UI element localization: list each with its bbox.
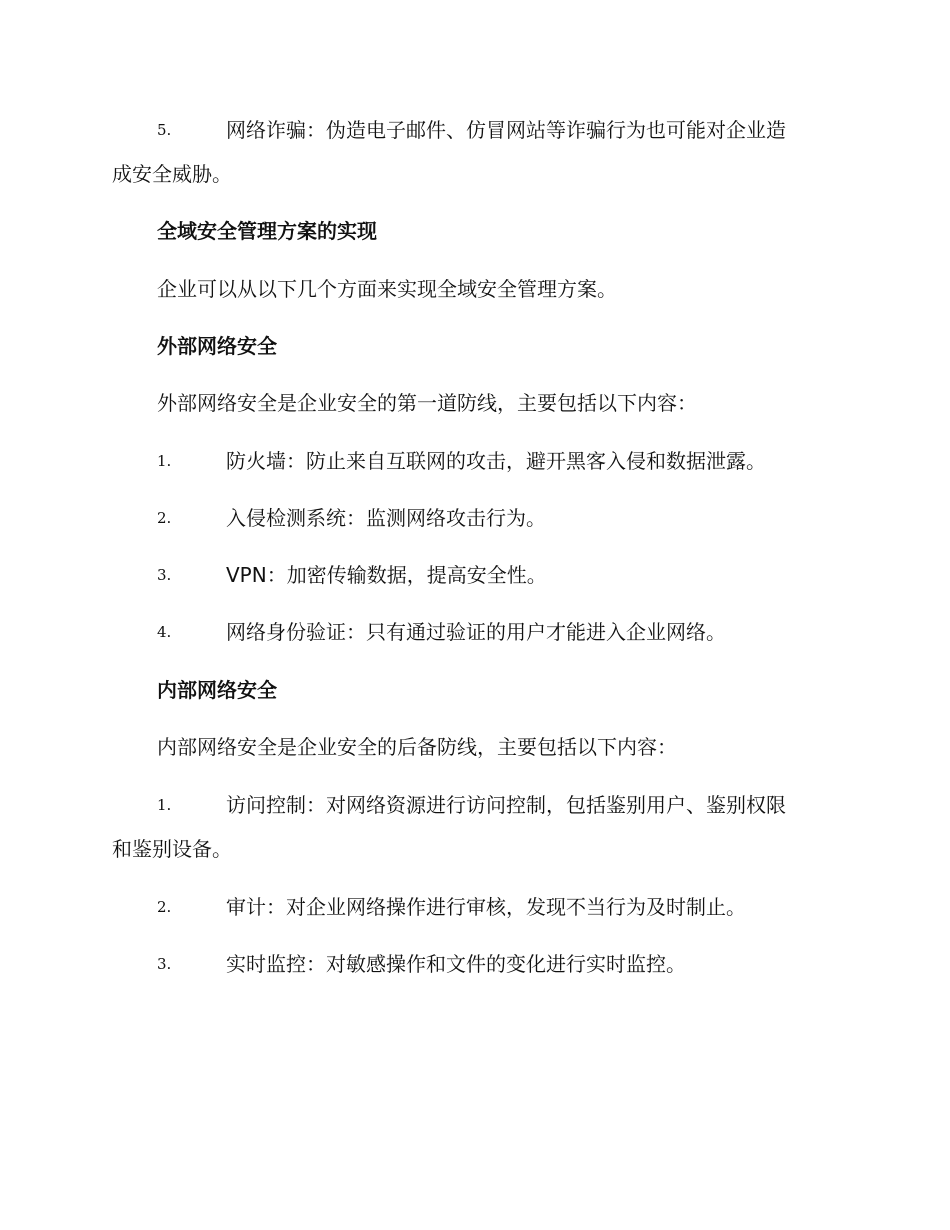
list-item-text: 网络诈骗：伪造电子邮件、仿冒网站等诈骗行为也可能对企业造 — [226, 118, 786, 142]
list-item-text: 入侵检测系统：监测网络攻击行为。 — [226, 506, 546, 530]
list-number: 3. — [157, 566, 172, 584]
list-number: 4. — [157, 623, 172, 641]
list-item-text: 审计：对企业网络操作进行审核，发现不当行为及时制止。 — [226, 895, 746, 919]
section-intro: 企业可以从以下几个方面来实现全域安全管理方案。 — [157, 277, 617, 301]
list-item-text: 访问控制：对网络资源进行访问控制，包括鉴别用户、鉴别权限 — [226, 793, 786, 817]
internal-intro: 内部网络安全是企业安全的后备防线，主要包括以下内容： — [157, 735, 677, 759]
list-number: 1. — [157, 796, 172, 814]
list-number: 2. — [157, 509, 172, 527]
internal-heading: 内部网络安全 — [157, 678, 277, 702]
external-heading: 外部网络安全 — [157, 334, 277, 358]
list-number: 2. — [157, 898, 172, 916]
list-number: 1. — [157, 452, 172, 470]
list-item-text: VPN：加密传输数据，提高安全性。 — [226, 563, 547, 587]
external-intro: 外部网络安全是企业安全的第一道防线，主要包括以下内容： — [157, 391, 697, 415]
list-number: 3. — [157, 955, 172, 973]
section-heading: 全域安全管理方案的实现 — [157, 219, 377, 243]
list-item-text: 网络身份验证：只有通过验证的用户才能进入企业网络。 — [226, 620, 726, 644]
list-item-continuation: 成安全威胁。 — [112, 162, 232, 186]
list-number: 5. — [157, 121, 172, 139]
list-item-continuation: 和鉴别设备。 — [112, 837, 232, 861]
list-item-text: 防火墙：防止来自互联网的攻击，避开黑客入侵和数据泄露。 — [226, 449, 766, 473]
list-item-text: 实时监控：对敏感操作和文件的变化进行实时监控。 — [226, 952, 686, 976]
